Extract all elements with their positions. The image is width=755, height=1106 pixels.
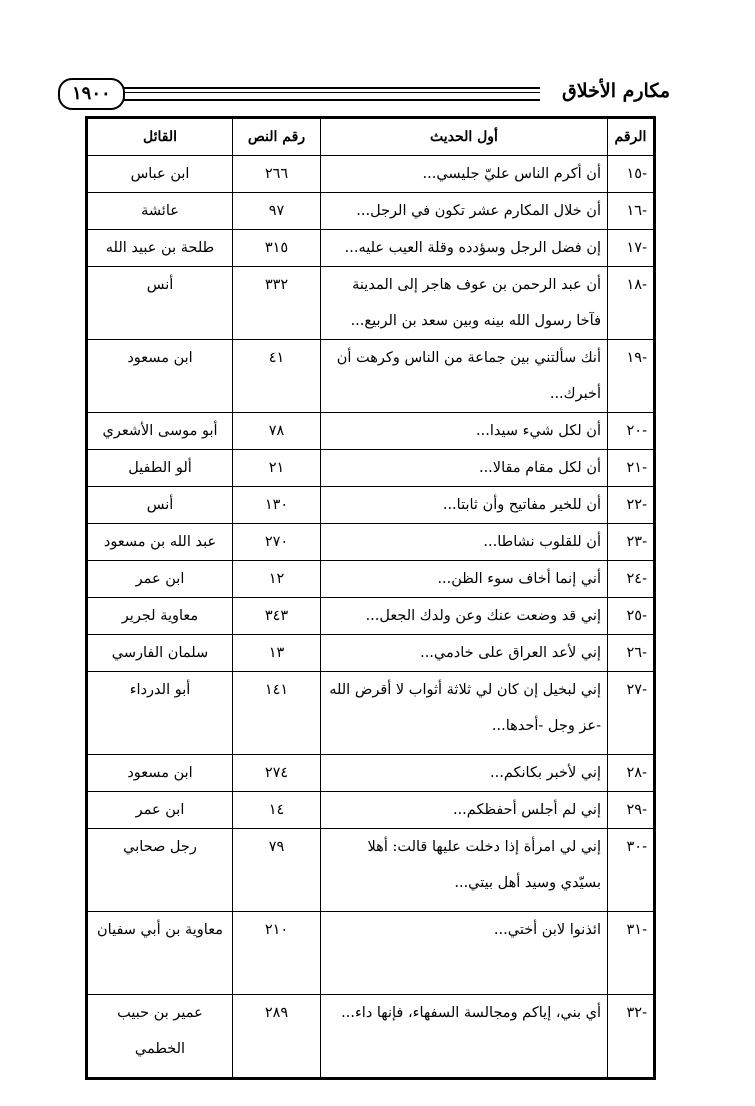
table-row — [87, 635, 655, 672]
text-number: ١٤ — [233, 792, 321, 829]
hadith-opening: ائذنوا لابن أختي... — [321, 912, 608, 995]
narrator: ابن مسعود — [87, 340, 233, 413]
header-rule — [118, 87, 540, 101]
narrator: طلحة بن عبيد الله — [87, 230, 233, 267]
narrator: عائشة — [87, 193, 233, 230]
row-number: -١٧ — [608, 230, 655, 267]
row-number: -٣٢ — [608, 995, 655, 1079]
hadith-opening: أن لكل شيء سيدا... — [321, 413, 608, 450]
column-header-text-number: رقم النص — [233, 118, 321, 156]
narrator: أبو موسى الأشعري — [87, 413, 233, 450]
row-number: -٢٤ — [608, 561, 655, 598]
table-row — [87, 995, 655, 1079]
hadith-opening: أن أكرم الناس عليّ جليسي... — [321, 156, 608, 193]
hadith-opening: أن للقلوب نشاطا... — [321, 524, 608, 561]
row-number: -٢٥ — [608, 598, 655, 635]
row-number: -٣٠ — [608, 829, 655, 912]
text-number: ٤١ — [233, 340, 321, 413]
text-number: ٣١٥ — [233, 230, 321, 267]
narrator: ابن مسعود — [87, 755, 233, 792]
hadith-opening: أن خلال المكارم عشر تكون في الرجل... — [321, 193, 608, 230]
text-number: ٩٧ — [233, 193, 321, 230]
text-number: ١٢ — [233, 561, 321, 598]
row-number: -١٩ — [608, 340, 655, 413]
narrator: ابن عمر — [87, 561, 233, 598]
narrator: ابن عمر — [87, 792, 233, 829]
row-number: -١٥ — [608, 156, 655, 193]
table-row — [87, 672, 655, 755]
table-row — [87, 450, 655, 487]
text-number: ٢١ — [233, 450, 321, 487]
hadith-opening: أني إنما أخاف سوء الظن... — [321, 561, 608, 598]
hadith-opening: إني لبخيل إن كان لي ثلاثة أثواب لا أقرض الله -عز وجل -أحدها... — [321, 672, 608, 755]
narrator: عبد الله بن مسعود — [87, 524, 233, 561]
running-title: مكارم الأخلاق — [562, 80, 670, 102]
table-row — [87, 193, 655, 230]
row-number: -٢٣ — [608, 524, 655, 561]
hadith-opening: أنك سألتني بين جماعة من الناس وكرهت أن أخبرك... — [321, 340, 608, 413]
row-number: -٢٩ — [608, 792, 655, 829]
table-row — [87, 156, 655, 193]
narrator: سلمان الفارسي — [87, 635, 233, 672]
row-number: -٢٧ — [608, 672, 655, 755]
row-number: -٢٠ — [608, 413, 655, 450]
row-number: -٣١ — [608, 912, 655, 995]
row-number: -٢٦ — [608, 635, 655, 672]
column-header-hadith: أول الحديث — [321, 118, 608, 156]
table-row — [87, 561, 655, 598]
page-number: ١٩٠٠ — [58, 78, 125, 110]
hadith-opening: إني لي امرأة إذا دخلت عليها قالت: أهلا بسيّدي وسيد أهل بيتي... — [321, 829, 608, 912]
narrator: رجل صحابي — [87, 829, 233, 912]
narrator: معاوية بن أبي سفيان — [87, 912, 233, 995]
column-header-number: الرقم — [608, 118, 655, 156]
table-row — [87, 267, 655, 340]
row-number: -٢٢ — [608, 487, 655, 524]
table-row — [87, 598, 655, 635]
hadith-opening: إن فضل الرجل وسؤدده وقلة العيب عليه... — [321, 230, 608, 267]
hadith-opening: أن عبد الرحمن بن عوف هاجر إلى المدينة فآخا رسول الله بينه وبين سعد بن الربيع... — [321, 267, 608, 340]
narrator: عمير بن حبيب الخطمي — [87, 995, 233, 1079]
text-number: ٢٦٦ — [233, 156, 321, 193]
table-row — [87, 792, 655, 829]
table-row — [87, 487, 655, 524]
text-number: ٣٣٢ — [233, 267, 321, 340]
text-number: ٢١٠ — [233, 912, 321, 995]
page-header — [58, 78, 670, 114]
narrator: أنس — [87, 487, 233, 524]
text-number: ١٣ — [233, 635, 321, 672]
text-number: ٢٧٤ — [233, 755, 321, 792]
hadith-opening: إني لأعد العراق على خادمي... — [321, 635, 608, 672]
narrator: معاوية لجرير — [87, 598, 233, 635]
hadith-opening: أن لكل مقام مقالا... — [321, 450, 608, 487]
table-row — [87, 524, 655, 561]
row-number: -٢١ — [608, 450, 655, 487]
text-number: ١٤١ — [233, 672, 321, 755]
hadith-opening: إني لأخبر بكانكم... — [321, 755, 608, 792]
text-number: ٣٤٣ — [233, 598, 321, 635]
text-number: ٢٧٠ — [233, 524, 321, 561]
hadith-index-table — [85, 116, 656, 1080]
hadith-opening: أي بني، إياكم ومجالسة السفهاء، فإنها داء... — [321, 995, 608, 1079]
narrator: ألو الطفيل — [87, 450, 233, 487]
table-row — [87, 912, 655, 995]
hadith-opening: إني لم أجلس أحفظكم... — [321, 792, 608, 829]
hadith-opening: أن للخير مفاتيح وأن ثابتا... — [321, 487, 608, 524]
narrator: أبو الدرداء — [87, 672, 233, 755]
text-number: ١٣٠ — [233, 487, 321, 524]
hadith-opening: إني قد وضعت عنك وعن ولدك الجعل... — [321, 598, 608, 635]
narrator: أنس — [87, 267, 233, 340]
table-row — [87, 230, 655, 267]
table-row — [87, 829, 655, 912]
row-number: -١٦ — [608, 193, 655, 230]
column-header-narrator: القائل — [87, 118, 233, 156]
row-number: -٢٨ — [608, 755, 655, 792]
text-number: ٢٨٩ — [233, 995, 321, 1079]
row-number: -١٨ — [608, 267, 655, 340]
table-row — [87, 413, 655, 450]
text-number: ٧٨ — [233, 413, 321, 450]
narrator: ابن عباس — [87, 156, 233, 193]
table-header-row — [87, 118, 655, 156]
table-row — [87, 340, 655, 413]
table-row — [87, 755, 655, 792]
text-number: ٧٩ — [233, 829, 321, 912]
